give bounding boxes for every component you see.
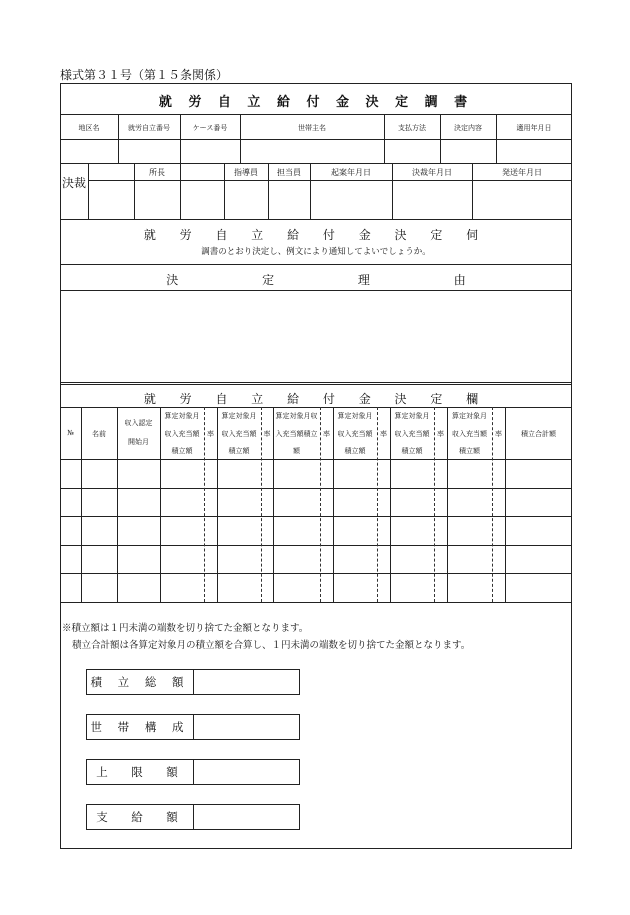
header-approval-date: 決裁年月日 [412,168,452,177]
month5-rate: 率 [437,430,444,438]
month5-saving: 積立額 [401,447,423,455]
month4-rate: 率 [380,430,387,438]
header-send-date: 発送年月日 [502,168,542,177]
col-total: 積立合計額 [521,430,556,438]
divider [60,384,572,385]
divider [60,264,572,265]
month3-saving: 額 [293,447,300,455]
note-rounding: ※積立額は１円未満の端数を切り捨てた金額となります。 [62,623,309,634]
header-case-number: ケース番号 [192,124,228,132]
inquiry-title: 就 労 自 立 給 付 金 決 定 伺 [143,228,489,242]
divider [60,163,572,164]
month6-target: 算定対象月 [452,412,487,420]
month1-saving: 積立額 [171,447,193,455]
summary-payment-label: 支 給 額 [87,805,194,829]
month3-target: 算定対象月収 [275,412,318,420]
divider [60,459,572,460]
divider [60,382,572,383]
decision-title: 就 労 自 立 給 付 金 決 定 欄 [143,392,489,406]
header-payment-method: 支払方法 [398,124,426,132]
header-district: 地区名 [78,124,100,132]
col-start-line2: 開始月 [128,438,149,446]
header-effective-date: 適用年月日 [516,124,552,132]
divider [60,407,572,408]
col-name: 名前 [92,430,106,438]
month4-income: 収入充当額 [337,430,373,438]
month3-income: 入充当額積立 [275,430,318,438]
header-caseworker: 担当員 [277,168,301,177]
month5-income: 収入充当額 [394,430,430,438]
reason-title: 決 定 理 由 [166,273,506,287]
header-decision-content: 決定内容 [454,124,482,132]
summary-upper-limit-label: 上 限 額 [87,760,194,784]
divider [60,290,572,291]
month1-income: 収入充当額 [164,430,200,438]
survey-title: 就 労 自 立 給 付 金 決 定 調 書 [158,95,474,110]
inquiry-text: 調書のとおり決定し、例文により通知してよいでしょうか。 [201,247,431,257]
divider [60,219,572,220]
month1-rate: 率 [207,430,214,438]
header-director: 所長 [149,168,165,177]
month2-saving: 積立額 [228,447,250,455]
month3-rate: 率 [323,430,330,438]
divider [88,180,572,181]
month5-target: 算定対象月 [394,412,430,420]
summary-household [86,714,300,740]
month2-rate: 率 [263,430,271,438]
divider [60,602,572,603]
header-independence-number: 就労自立番号 [128,124,170,132]
month1-target: 算定対象月 [164,412,200,420]
summary-total-savings [86,669,300,695]
month2-target: 算定対象月 [221,412,257,420]
header-instructor: 指導員 [234,168,258,177]
summary-household-label: 世 帯 構 成 [87,715,194,739]
month2-income: 収入充当額 [221,430,257,438]
col-number: № [67,429,74,437]
form-number-label: 様式第３１号（第１５条関係） [60,68,229,82]
month6-rate: 率 [495,430,502,438]
note-total: 積立合計額は各算定対象月の積立額を合算し、１円未満の端数を切り捨てた金額となります。 [72,640,471,651]
summary-upper-limit [86,759,300,785]
summary-total-savings-label: 積 立 総 額 [87,670,194,694]
header-household-head: 世帯主名 [298,124,326,132]
header-draft-date: 起案年月日 [331,168,371,177]
month6-income: 収入充当額 [452,430,487,438]
month4-saving: 積立額 [344,447,366,455]
month4-target: 算定対象月 [337,412,373,420]
approval-label: 決裁 [62,176,87,190]
col-start-line1: 収入認定 [124,419,153,427]
month6-saving: 積立額 [459,447,480,455]
summary-payment [86,804,300,830]
